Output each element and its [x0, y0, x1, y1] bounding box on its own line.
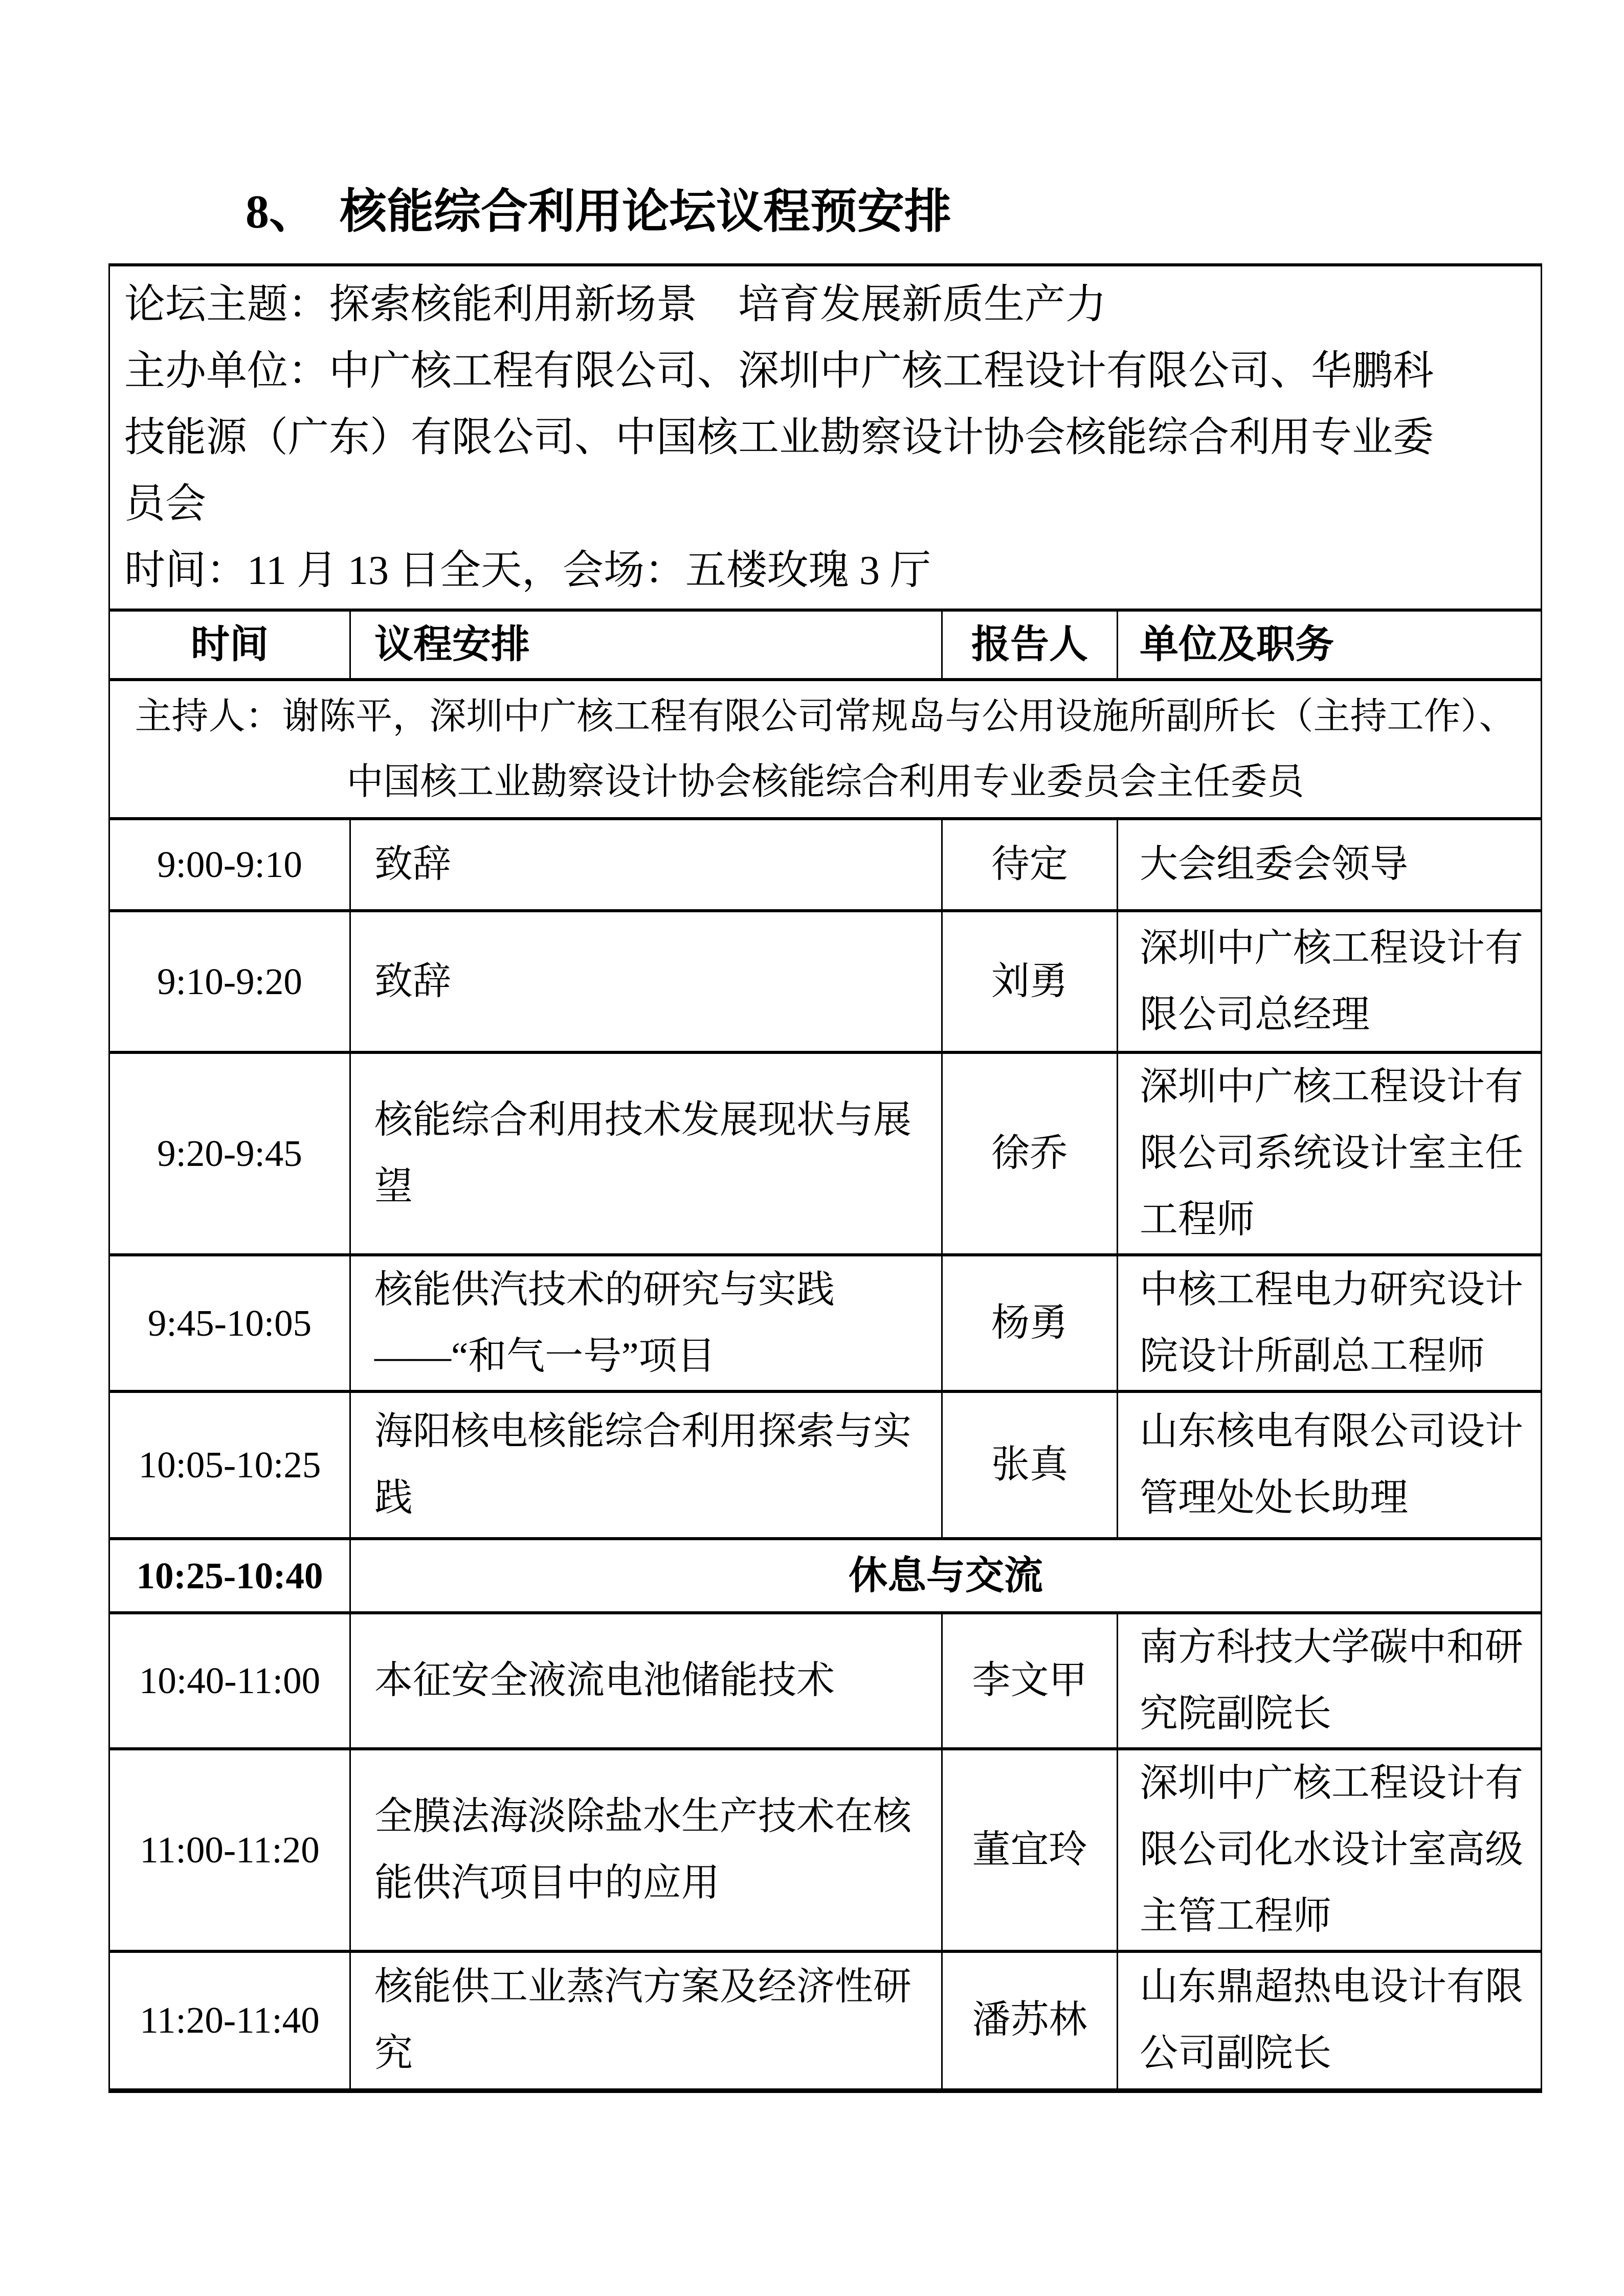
organizer-line: 主办单位：中广核工程有限公司、深圳中广核工程设计有限公司、华鹏科 — [124, 348, 1434, 394]
org-cell: 大会组委会领导 — [1118, 819, 1542, 911]
table-row — [109, 911, 1542, 1052]
break-time-cell: 10:25-10:40 — [109, 1539, 350, 1613]
organizer-line: 员会 — [124, 481, 206, 527]
org-cell: 山东核电有限公司设计管理处处长助理 — [1118, 1391, 1542, 1539]
time-cell: 10:40-11:00 — [109, 1613, 350, 1749]
table-row — [109, 1255, 1542, 1391]
org-cell: 深圳中广核工程设计有限公司总经理 — [1118, 911, 1542, 1052]
time-cell: 11:20-11:40 — [109, 1951, 350, 2090]
org-cell: 山东鼎超热电设计有限公司副院长 — [1118, 1951, 1542, 2090]
header-cell-speaker: 报告人 — [942, 610, 1118, 680]
host-row — [109, 680, 1542, 819]
host-line: 主持人：谢陈平，深圳中广核工程有限公司常规岛与公用设施所副所长（主持工作）、 — [135, 696, 1516, 737]
table-row — [109, 1391, 1542, 1539]
break-label: 休息与交流 — [350, 1539, 1542, 1613]
agenda-cell: 海阳核电核能综合利用探索与实践 — [350, 1391, 942, 1539]
table-header-row — [109, 610, 1542, 680]
table-row — [109, 1052, 1542, 1255]
agenda-cell: 致辞 — [350, 819, 942, 911]
time-cell: 9:00-9:10 — [109, 819, 350, 911]
speaker-cell: 待定 — [942, 819, 1118, 911]
org-cell: 深圳中广核工程设计有限公司系统设计室主任工程师 — [1118, 1052, 1542, 1255]
table-row — [109, 1613, 1542, 1749]
time-cell: 11:00-11:20 — [109, 1749, 350, 1951]
agenda-cell: 核能供工业蒸汽方案及经济性研究 — [350, 1951, 942, 2090]
agenda-table — [108, 263, 1542, 2093]
agenda-cell: 本征安全液流电池储能技术 — [350, 1613, 942, 1749]
table-row — [109, 1951, 1542, 2090]
speaker-cell: 潘苏林 — [942, 1951, 1118, 2090]
break-row — [109, 1539, 1542, 1613]
table-row — [109, 819, 1542, 911]
header-cell-time: 时间 — [109, 610, 350, 680]
header-cell-agenda: 议程安排 — [350, 610, 942, 680]
agenda-cell: 核能供汽技术的研究与实践——“和气一号”项目 — [350, 1255, 942, 1391]
time-cell: 9:20-9:45 — [109, 1052, 350, 1255]
org-cell: 深圳中广核工程设计有限公司化水设计室高级主管工程师 — [1118, 1749, 1542, 1951]
table-row — [109, 1749, 1542, 1951]
time-cell: 10:05-10:25 — [109, 1391, 350, 1539]
speaker-cell: 徐乔 — [942, 1052, 1118, 1255]
time-cell: 9:10-9:20 — [109, 911, 350, 1052]
host-cell — [109, 680, 1542, 819]
agenda-cell: 致辞 — [350, 911, 942, 1052]
speaker-cell: 刘勇 — [942, 911, 1118, 1052]
organizer-line: 技能源（广东）有限公司、中国核工业勘察设计协会核能综合利用专业委 — [124, 415, 1434, 460]
org-cell: 南方科技大学碳中和研究院副院长 — [1118, 1613, 1542, 1749]
agenda-cell: 核能综合利用技术发展现状与展望 — [350, 1052, 942, 1255]
forum-info-row — [109, 265, 1542, 610]
org-cell: 中核工程电力研究设计院设计所副总工程师 — [1118, 1255, 1542, 1391]
speaker-cell: 杨勇 — [942, 1255, 1118, 1391]
host-line: 中国核工业勘察设计协会核能综合利用专业委员会主任委员 — [346, 761, 1304, 802]
speaker-cell: 董宜玲 — [942, 1749, 1118, 1951]
forum-info-cell — [109, 265, 1542, 610]
time-venue-line: 时间：11 月 13 日全天，会场：五楼玫瑰 3 厅 — [124, 548, 931, 593]
speaker-cell: 张真 — [942, 1391, 1118, 1539]
agenda-cell: 全膜法海淡除盐水生产技术在核能供汽项目中的应用 — [350, 1749, 942, 1951]
forum-theme-line: 论坛主题：探索核能利用新场景 培育发展新质生产力 — [124, 282, 1106, 327]
page-title: 8、 核能综合利用论坛议程预安排 — [246, 186, 952, 238]
time-cell: 9:45-10:05 — [109, 1255, 350, 1391]
header-cell-org: 单位及职务 — [1118, 610, 1542, 680]
speaker-cell: 李文甲 — [942, 1613, 1118, 1749]
